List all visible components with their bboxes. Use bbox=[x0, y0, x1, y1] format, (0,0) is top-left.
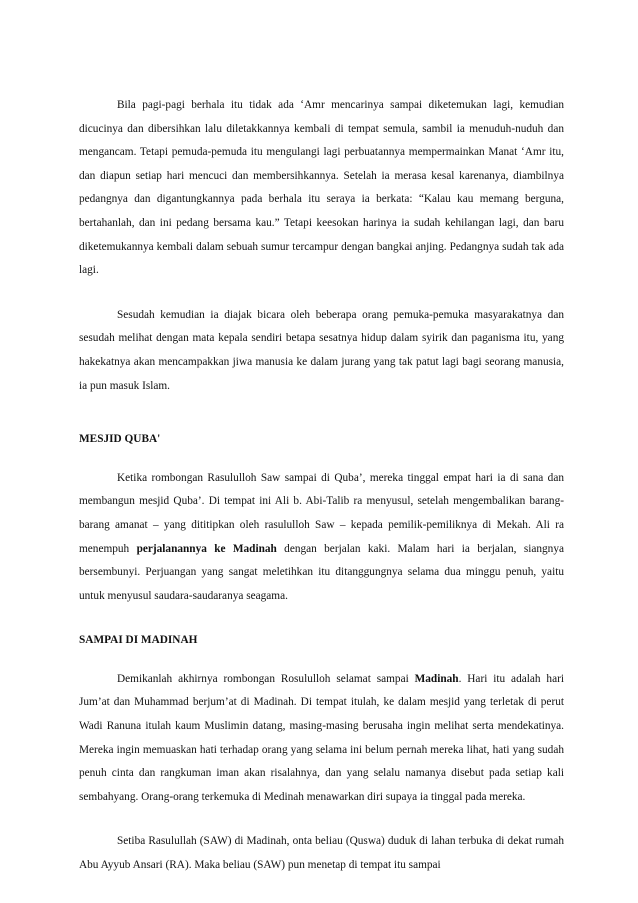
paragraph bbox=[79, 467, 564, 609]
text-run: . Hari itu adalah hari Jum’at dan Muhammad berjum’at di Madinah. Di tempat itulah, ke dalam mesjid yang terletak di perut Wadi Ranuna itulah kaum Muslimin datang, masing-masing berusaha ingin melihat serta mendekatinya. Mereka ingin memuaskan hati terhadap orang yang selama ini belum pernah mereka lihat, hati yang sudah penuh cinta dan rangkuman iman akan risalahnya, dan yang selalu namanya disebut pada setiap kali sembahyang. Orang-orang terkemuka di Medinah menawarkan diri supaya ia tinggal pada mereka. bbox=[79, 672, 564, 803]
section-heading: MESJID QUBA' bbox=[79, 433, 161, 446]
paragraph: Bila pagi-pagi berhala itu tidak ada ‘Amr mencarinya sampai diketemukan lagi, kemudian dicucinya dan dibersihkan lalu diletakkannya kembali di tempat semula, sambil ia menuduh-nuduh dan mengancam. Tetapi pemuda-pemuda itu mengulangi lagi perbuatannya mempermainkan Manat ‘Amr itu, dan diapun setiap hari mencuci dan membersihkannya. Setelah ia merasa kesal karenanya, diambilnya pedangnya dan digantungkannya pada berhala itu seraya ia berkata: “Kalau kau memang berguna, bertahanlah, dan ini pedang bersama kau.” Tetapi keesokan harinya ia sudah kehilangan lagi, dan baru diketemukannya kembali dalam sebuah sumur tercampur dengan bangkai anjing. Pedangnya sudah tak ada lagi. bbox=[79, 99, 564, 277]
paragraph: Setiba Rasulullah (SAW) di Madinah, onta beliau (Quswa) duduk di lahan terbuka di dekat rumah Abu Ayyub Ansari (RA). Maka beliau (SAW) pun menetap di tempat itu sampai bbox=[79, 835, 564, 872]
section-heading: SAMPAI DI MADINAH bbox=[79, 634, 198, 647]
text-run: Demikanlah akhirnya rombongan Rosululloh selamat sampai bbox=[117, 672, 415, 685]
text-run: dengan berjalan kaki. Malam hari ia berjalan, siangnya bersembunyi. Perjuangan yang sangat meletihkan itu ditanggungnya selama dua minggu penuh, yaitu untuk menyusul saudara-saudaranya seagama. bbox=[79, 542, 564, 602]
paragraph: Sesudah kemudian ia diajak bicara oleh beberapa orang pemuka-pemuka masyarakatnya dan sesudah melihat dengan mata kepala sendiri betapa sesatnya hidup dalam syirik dan paganisma itu, yang hakekatnya akan mencampakkan jiwa manusia ke dalam jurang yang tak patut lagi bagi seorang manusia, ia pun masuk Islam. bbox=[79, 308, 564, 392]
bold-text: perjalanannya ke Madinah bbox=[136, 542, 277, 555]
paragraph bbox=[79, 668, 564, 810]
text-run: Ketika rombongan Rasululloh Saw sampai di Quba’, mereka tinggal empat hari ia di sana dan membangun mesjid Quba’. Di tempat ini Ali b. Abi-Talib ra menyusul, setelah mengembalikan barang-barang amanat – yang dititipkan oleh rasululloh Saw – kepada pemilik-pemiliknya di Mekah. Ali ra menempuh bbox=[79, 471, 564, 555]
bold-text: Madinah bbox=[414, 672, 459, 685]
